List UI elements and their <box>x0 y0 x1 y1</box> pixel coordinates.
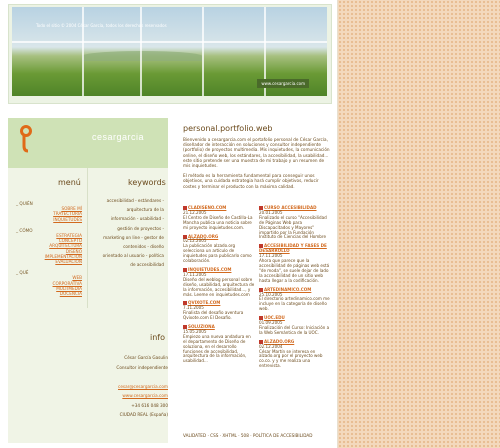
info-site-link[interactable]: www.cesargarcia.com <box>122 393 168 398</box>
news-title-link[interactable]: CURSO ACCESIBILIDAD <box>264 205 317 210</box>
menu-link[interactable]: ARQUITECTURA <box>49 243 82 249</box>
menu-title: menú <box>58 178 81 187</box>
news-date: 21.12.2005 <box>183 209 207 215</box>
menu-link[interactable]: TRAYECTORIA <box>53 211 82 217</box>
news-item <box>183 235 255 264</box>
news-item <box>259 244 331 283</box>
news-date: 20.01.2005 <box>259 209 283 215</box>
info-spacer <box>96 372 168 382</box>
logo-icon[interactable] <box>18 124 32 154</box>
news-title-link[interactable]: ALZADO.ORG <box>188 233 219 239</box>
news-date: 02.12.2004 <box>259 343 283 349</box>
menu-section-label: _ CÓMO <box>16 227 33 233</box>
news-title-link[interactable]: INQUIETUDES.COM <box>188 266 232 272</box>
menu-section-label: _ QUÉ <box>16 270 29 276</box>
news-title-link[interactable]: ALZADO.ORG <box>264 338 295 344</box>
intro-paragraph: El método es la herramienta fundamental para conseguir unos objetivos, una cuidada estrategia hará cumplir objetivos, reducir costes y terminar el producto con la máxima calidad. <box>183 173 319 189</box>
hero-grid-line <box>140 7 142 96</box>
menu-link[interactable]: CONCEPTO <box>58 238 82 244</box>
keyword-line: arquitectura de la <box>126 207 164 213</box>
footer-links[interactable]: VALIDATED · CSS · XHTML · 508 · POLÍTICA DE ACCESIBILIDAD <box>183 433 313 438</box>
news-item <box>183 301 255 321</box>
menu-link[interactable]: DOCENCIA <box>59 291 82 297</box>
menu-link[interactable]: ESTRATEGIA <box>56 233 82 239</box>
brand-name[interactable]: cesargarcia <box>92 132 145 142</box>
news-title-link[interactable]: ACCESIBILIDAD Y FASES DE DESARROLLO <box>259 243 327 254</box>
menu-section-label: _ QUIÉN <box>16 201 33 206</box>
intro-paragraph: Bienvenido a cesargarcia.com el portafolio personal de César García, diseñador de interacción en soluciones y consultor independiente (portfolio) de proyectos multimedia. Mis inquietudes, la comunicación online, el diseño web, los estándares, la accesibilidad, la usabilidad... este sitio pretende ser una muestra de mi trabajo y un resumen de mis inquietudes. <box>183 137 330 169</box>
info-location: CIUDAD REAL (España) <box>119 412 168 417</box>
news-item <box>259 340 331 369</box>
menu-link[interactable]: DISEÑO <box>65 248 82 254</box>
menu-link[interactable]: INQUIETUDES <box>53 216 82 222</box>
news-desc: Diseño del weblog personal sobre diseño, usabilidad, arquitectura de la información, accesibilidad..., y más. Leeme en inquietudes.com <box>183 276 255 297</box>
hero-grid-line <box>202 7 204 96</box>
info-name: César García Gasulin <box>124 355 168 360</box>
info-role: Consultor independiente <box>116 364 168 370</box>
news-desc: Ahora que parece que la accesibilidad de páginas web está "de moda", se suele dejar de lado la accesibilidad de un sitio web hasta llegar a la codificación. <box>259 258 330 283</box>
keyword-line: orientado al usuario - política <box>102 253 164 259</box>
keywords-list <box>92 196 164 270</box>
info-email-link[interactable]: cesar@cesargarcia.com <box>118 383 168 389</box>
news-title-link[interactable]: UOC.EDU <box>264 315 285 321</box>
news-date: 02.12.2005 <box>183 238 207 244</box>
hero-grid-line <box>82 7 84 96</box>
news-desc: El Centro de Diseño de Castilla-La Mancha publica una noticia sobre mi proyecto inquietudes.com. <box>183 214 253 230</box>
menu-link[interactable]: EVALUACIÓN <box>55 259 82 265</box>
column-divider <box>87 168 88 308</box>
news-desc: La publicación alzado.org selecciona un artículo de inquietudes para publicarlo como colaboración. <box>183 243 252 264</box>
background-pattern <box>338 0 500 448</box>
keyword-line: marketing on line - gestor de <box>103 234 164 240</box>
right-column <box>175 118 331 194</box>
news-date: 17.11.2005 <box>183 271 207 277</box>
page-title: personal.portfolio.web <box>183 124 273 133</box>
logo-bar <box>8 118 168 168</box>
keyword-line: información - usabilidad - <box>110 216 164 222</box>
news-date: 25.10.2005 <box>259 291 283 297</box>
menu-link[interactable]: WEB <box>72 275 82 281</box>
news-item <box>259 316 331 336</box>
news-item <box>183 206 255 231</box>
news-item <box>183 325 255 364</box>
site-url[interactable]: www.cesargarcia.com <box>257 79 309 88</box>
copyright-text: Todo el sitio © 2004 César García, todos los derechos reservados <box>36 23 167 28</box>
menu-section-que <box>16 270 82 296</box>
news-item <box>259 206 331 240</box>
news-desc: Empiezo una nueva andadura en el departamento de Diseño de soluziona, en el desarrollo funciones de accesibilidad, arquitectura de la información, usabilidad... <box>183 333 251 364</box>
intro-text <box>183 137 331 189</box>
menu-link[interactable]: MULTIMEDIA <box>56 285 82 291</box>
news-column-left <box>183 206 255 368</box>
news-column-right <box>259 206 331 373</box>
news-title-link[interactable]: QVIXOTE.COM <box>188 300 221 306</box>
news-desc: Finalista del desafío aventura Qvixote.com El Desafío. <box>183 310 244 321</box>
info-title: info <box>150 333 166 342</box>
menu-link[interactable]: IMPLEMENTACIÓN <box>44 253 82 259</box>
keywords-title: keywords <box>128 178 166 187</box>
keyword-line: gestión de proyectos - <box>117 225 164 231</box>
news-title-link[interactable]: SOLUZIONA <box>188 324 215 330</box>
news-date: 7.11.2005 <box>183 305 204 311</box>
keyword-line: accesibilidad - estándares - <box>106 198 164 203</box>
news-desc: Finalización del Curso: Iniciación a la Web Semántica de la UOC. <box>259 324 330 335</box>
bullet-icon <box>259 288 263 292</box>
keyword-line: de accesibilidad <box>130 262 164 268</box>
news-desc: César Martín se interesa en alzado.org por el proyecto web co.co. y y me realiza una entrevista. <box>259 348 323 369</box>
menu-link[interactable]: SOBRE MÍ <box>61 206 82 212</box>
main-menu <box>16 198 82 296</box>
hero-image <box>12 7 327 96</box>
menu-section-como <box>16 228 82 264</box>
menu-section-quien <box>16 201 82 222</box>
news-date: 15.05.2005 <box>183 328 207 334</box>
keyword-line: contenidos - diseño <box>123 244 164 250</box>
info-block <box>96 353 168 420</box>
news-title-link[interactable]: CLADISENO.COM <box>188 205 227 210</box>
info-phone: +34 616 048 300 <box>131 402 168 408</box>
news-date: 17.11.2005 <box>259 253 283 259</box>
news-item <box>259 288 331 313</box>
news-title-link[interactable]: ARTEDINAMICO.COM <box>264 286 312 292</box>
news-desc: El directorio artedinamico.com me incluye en la categoría de diseño web. <box>259 296 330 312</box>
news-desc: Finalizado el curso "Accesibilidad de Páginas Web para Discapacitados y Mayores" impartido por la Fundación Instituto de Ciencias del Hombre <box>259 214 327 240</box>
menu-link[interactable]: CORPORATIVA <box>52 280 82 286</box>
news-item <box>183 268 255 297</box>
news-date: 01.09.2005 <box>259 320 283 326</box>
hero-grid-line <box>12 41 327 43</box>
hero-hill <box>82 51 202 61</box>
